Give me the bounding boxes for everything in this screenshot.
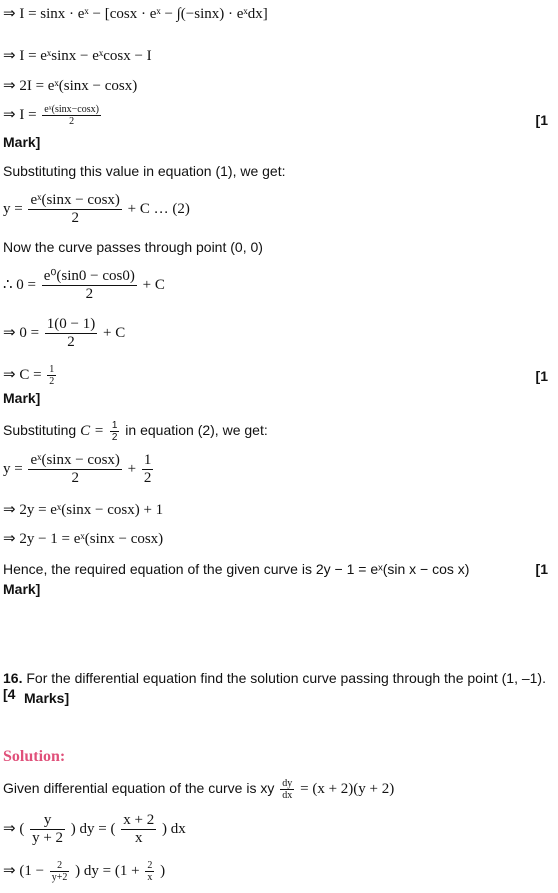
eq-c-prefix: ⇒ C = <box>3 366 42 383</box>
question-16 <box>3 670 548 702</box>
step-1-end: ) dx <box>161 821 186 838</box>
substitute-text-2-a: Substituting <box>3 422 77 439</box>
eq-line-4 <box>3 104 103 127</box>
denominator: dx <box>282 790 293 801</box>
step-2-mid: ) dy = (1 + <box>75 862 140 879</box>
mark-label: Mark] <box>3 134 41 150</box>
numerator: 1 <box>111 420 118 431</box>
question-number: 16. <box>3 670 23 686</box>
numerator: dy <box>282 778 293 789</box>
eq-line-1 <box>3 4 268 23</box>
fraction <box>30 812 65 848</box>
passes-text: Now the curve passes through point (0, 0) <box>3 239 263 255</box>
numerator: 2 <box>147 860 153 871</box>
fraction <box>42 104 101 127</box>
eq-y2 <box>3 452 155 488</box>
plus-sign: + <box>127 461 137 478</box>
eq-2y-1: ⇒ 2y − 1 = eˣ(sinx − cosx) <box>3 531 164 547</box>
fraction <box>110 420 120 443</box>
eq-2y: ⇒ 2y = eˣ(sinx − cosx) + 1 <box>3 502 164 518</box>
fraction <box>50 860 70 883</box>
numerator: eˣ(sinx − cosx) <box>28 192 121 210</box>
eq-line-3-text: ⇒ 2I = eˣ(sinx − cosx) <box>3 78 138 94</box>
fraction <box>28 452 121 488</box>
denominator: x <box>134 830 143 847</box>
fraction <box>142 452 154 488</box>
eq-t0-suffix: + C <box>142 277 165 294</box>
given-rhs: = (x + 2)(y + 2) <box>300 781 395 798</box>
numerator: 2 <box>50 860 70 872</box>
solution-step-2 <box>3 860 165 883</box>
fraction <box>47 364 56 387</box>
fraction <box>121 812 156 848</box>
fraction <box>45 316 97 352</box>
eq-line-2-text: ⇒ I = eˣsinx − eˣcosx − I <box>3 48 152 64</box>
substitute-text-2-b: in equation (2), we get: <box>125 422 268 439</box>
solution-step-1 <box>3 812 186 848</box>
eq-t1-suffix: + C <box>102 325 126 342</box>
substitute-text-2-c: C = <box>80 423 104 440</box>
eq-y-prefix: y = <box>3 201 23 218</box>
step-1-pre: ⇒ ( <box>3 821 25 838</box>
eq-line-1-text: ⇒ I = sinx · eˣ − [cosx · eˣ − ∫(−sinx) · eˣdx] <box>3 6 268 22</box>
denominator: 2 <box>85 286 94 303</box>
eq-y <box>3 192 190 228</box>
denominator: 2 <box>143 470 152 487</box>
conclusion-text: Hence, the required equation of the given curve is 2y − 1 = eˣ(sin x − cos x) <box>3 561 470 577</box>
step-2-pre: ⇒ (1 − <box>3 862 45 879</box>
eq-c <box>3 364 58 387</box>
eq-line-2 <box>3 46 152 65</box>
numerator: e⁰(sin0 − cos0) <box>42 268 137 286</box>
fraction <box>42 268 137 304</box>
numerator: x + 2 <box>121 812 156 830</box>
eq-y-suffix: + C … (2) <box>127 201 190 218</box>
fraction <box>28 192 121 228</box>
numerator: eˣ(sinx−cosx) <box>44 104 99 115</box>
eq-t0-prefix: ∴ 0 = <box>3 277 37 294</box>
question-text: For the differential equation find the solution curve passing through the point (1, –1). <box>26 670 546 686</box>
mark-badge: [1 <box>535 112 548 128</box>
eq-y2-prefix: y = <box>3 461 23 478</box>
substitute-text-2 <box>3 420 268 443</box>
solution-heading: Solution: <box>3 748 66 765</box>
eq-t1 <box>3 316 125 352</box>
mark-badge: [1 <box>535 561 548 577</box>
denominator: 2 <box>111 432 118 443</box>
step-2-end: ) <box>160 862 166 879</box>
denominator: 2 <box>67 334 75 351</box>
substitute-text-1: Substituting this value in equation (1), we get: <box>3 163 286 179</box>
numerator: 1(0 − 1) <box>45 316 97 334</box>
numerator: 1 <box>142 452 154 470</box>
given-equation <box>3 778 394 801</box>
fraction <box>280 778 294 801</box>
eq-line-4-prefix: ⇒ I = <box>3 106 37 123</box>
question-marks-label: Marks] <box>24 690 70 706</box>
fraction <box>145 860 154 883</box>
numerator: 1 <box>49 364 55 375</box>
denominator: 2 <box>71 210 79 227</box>
denominator: 2 <box>71 470 79 487</box>
question-marks: [4 <box>3 686 16 702</box>
denominator: y + 2 <box>32 830 64 847</box>
denominator: 2 <box>69 116 75 127</box>
denominator: x <box>147 872 153 883</box>
mark-label: Mark] <box>3 581 41 597</box>
denominator: 2 <box>49 376 55 387</box>
mark-label: Mark] <box>3 390 41 406</box>
eq-t1-prefix: ⇒ 0 = <box>3 325 40 342</box>
eq-t0 <box>3 268 165 304</box>
mark-badge: [1 <box>535 368 548 384</box>
denominator: y+2 <box>51 872 68 883</box>
step-1-mid: ) dy = ( <box>70 821 116 838</box>
numerator: y <box>30 812 65 830</box>
given-text: Given differential equation of the curve is xy <box>3 780 275 797</box>
numerator: eˣ(sinx − cosx) <box>28 452 121 470</box>
eq-line-3 <box>3 76 137 95</box>
